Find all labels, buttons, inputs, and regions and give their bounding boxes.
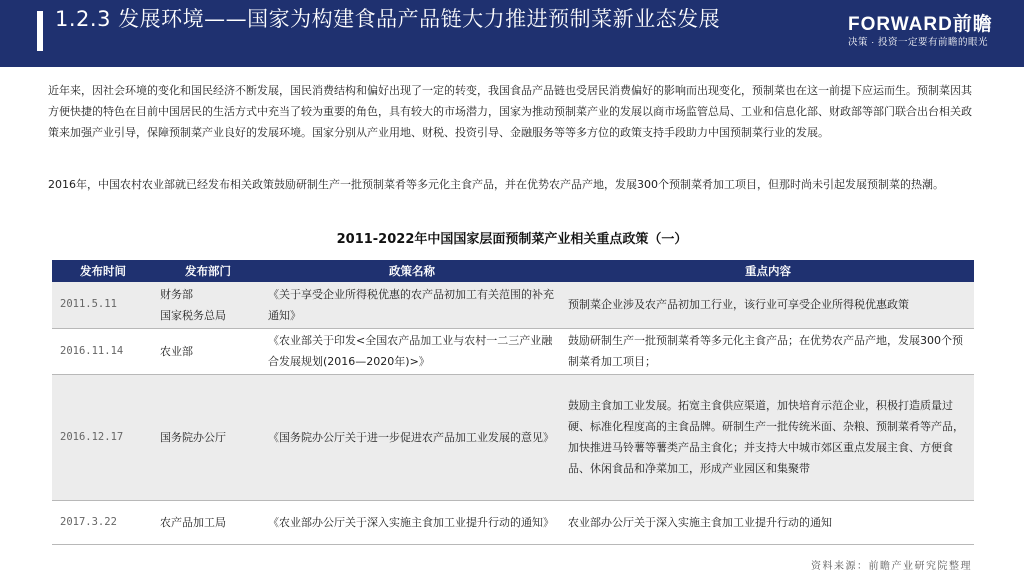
- cell-dept: 财务部 国家税务总局: [154, 282, 262, 328]
- page-title: 1.2.3 发展环境——国家为构建食品产品链大力推进预制菜新业态发展: [55, 7, 721, 31]
- cell-dept: 农产品加工局: [154, 500, 262, 544]
- cell-content: 农业部办公厅关于深入实施主食加工业提升行动的通知: [562, 500, 974, 544]
- table-row: [52, 500, 974, 544]
- table-title: 2011-2022年中国国家层面预制菜产业相关重点政策（一）: [336, 232, 688, 247]
- page-header: [0, 0, 1024, 67]
- table-row: [52, 374, 974, 500]
- cell-policy: 《农业部关于印发<全国农产品加工业与农村一二三产业融合发展规划(2016—2020年)>》: [262, 328, 562, 374]
- cell-content: 鼓励研制生产一批预制菜肴等多元化主食产品；在优势农产品产地，发展300个预制菜肴加工项目；: [562, 328, 974, 374]
- col-header-content: 重点内容: [562, 260, 974, 282]
- brand-logo: FORWARD前瞻: [848, 14, 993, 35]
- cell-dept: 农业部: [154, 328, 262, 374]
- background-paragraph: 2016年，中国农村农业部就已经发布相关政策鼓励研制生产一批预制菜肴等多元化主食产品，并在优势农产品产地，发展300个预制菜肴加工项目，但那时尚未引起发展预制菜的热潮。: [48, 178, 944, 191]
- policy-table: [52, 260, 974, 545]
- cell-policy: 《国务院办公厅关于进一步促进农产品加工业发展的意见》: [262, 374, 562, 500]
- cell-date: 2011.5.11: [52, 282, 154, 328]
- source-note: 资料来源：前瞻产业研究院整理: [811, 561, 972, 572]
- col-header-date: 发布时间: [52, 260, 154, 282]
- cell-content: 预制菜企业涉及农产品初加工行业，该行业可享受企业所得税优惠政策: [562, 282, 974, 328]
- table-row: [52, 328, 974, 374]
- cell-date: 2016.12.17: [52, 374, 154, 500]
- col-header-policy: 政策名称: [262, 260, 562, 282]
- cell-policy: 《关于享受企业所得税优惠的农产品初加工有关范围的补充通知》: [262, 282, 562, 328]
- col-header-dept: 发布部门: [154, 260, 262, 282]
- cell-date: 2016.11.14: [52, 328, 154, 374]
- cell-policy: 《农业部办公厅关于深入实施主食加工业提升行动的通知》: [262, 500, 562, 544]
- cell-content: 鼓励主食加工业发展。拓宽主食供应渠道，加快培育示范企业，积极打造质量过硬、标准化程度高的主食品牌。研制生产一批传统米面、杂粮、预制菜肴等产品，加快推进马铃薯等薯类产品主食化；并支持大中城市郊区重点发展主食、方便食品、休闲食品和净菜加工，形成产业园区和集聚带: [562, 374, 974, 500]
- table-header-row: [52, 260, 974, 282]
- brand-tagline: 决策 · 投资一定要有前瞻的眼光: [848, 37, 988, 48]
- cell-date: 2017.3.22: [52, 500, 154, 544]
- brand-block: [848, 14, 1008, 50]
- title-accent-bar: [37, 11, 43, 51]
- table-row: [52, 282, 974, 328]
- cell-dept: 国务院办公厅: [154, 374, 262, 500]
- intro-paragraph: 近年来，因社会环境的变化和国民经济不断发展，国民消费结构和偏好出现了一定的转变，我国食品产品链也受居民消费偏好的影响而出现变化，预制菜也在这一前提下应运而生。预制菜因其方便快捷的特色在目前中国居民的生活方式中充当了较为重要的角色，具有较大的市场潜力，国家为推动预制菜产业的发展以商市场监管总局、工业和信息化部、财政部等部门联合出台相关政策来加强产业引导，保障预制菜产业良好的发展环境。国家分别从产业用地、财税、投资引导、金融服务等等多方位的政策支持手段助力中国预制菜行业的发展。: [48, 84, 972, 139]
